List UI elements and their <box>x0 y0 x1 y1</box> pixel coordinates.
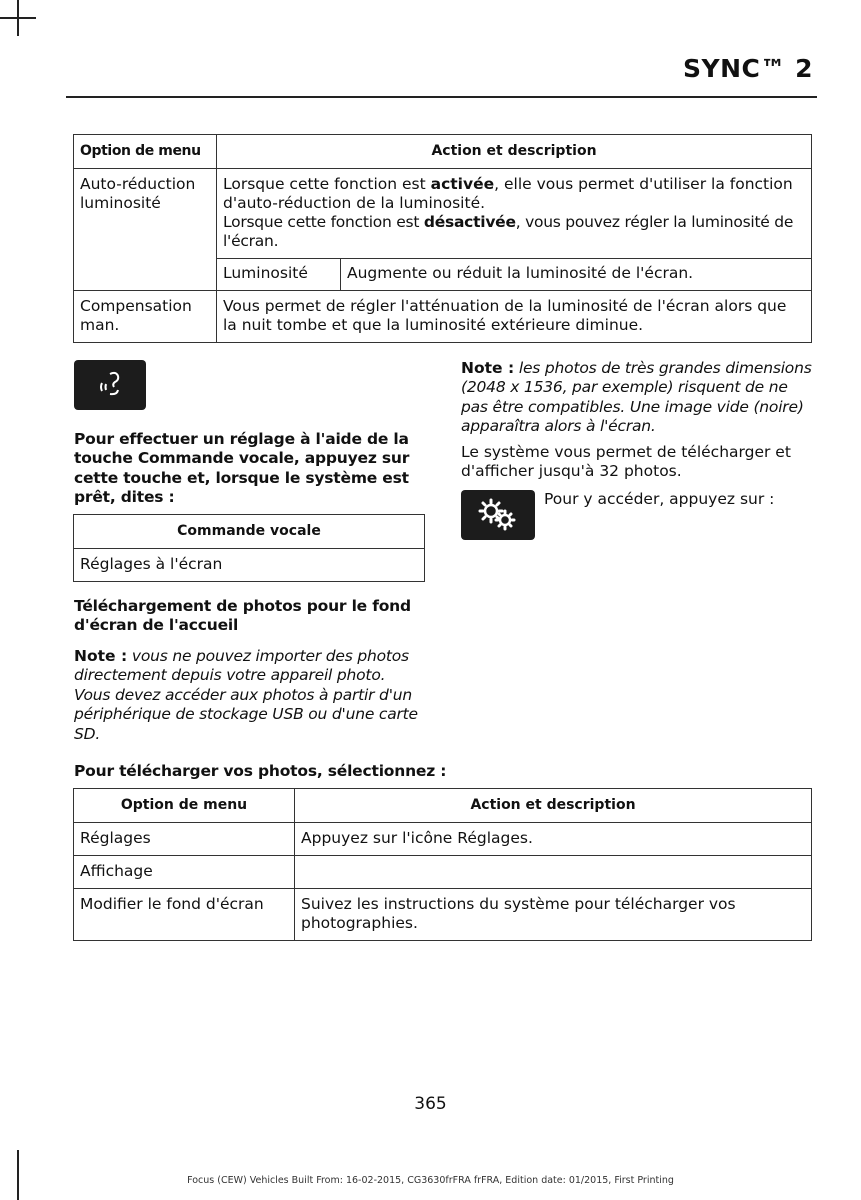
table-row <box>74 169 812 259</box>
voice-command-icon <box>74 360 146 410</box>
table-row <box>74 823 812 856</box>
display-settings-table <box>73 134 812 343</box>
description-cell: Appuyez sur l'icône Réglages. <box>295 823 812 856</box>
description-paragraph: Lorsque cette fonction est désactivée, vous pouvez régler la luminosité de l'écran. <box>223 213 794 250</box>
table-row <box>74 291 812 343</box>
table-header-row <box>74 789 812 823</box>
section-heading: Téléchargement de photos pour le fond d'écran de l'accueil <box>74 597 411 635</box>
description-cell: Suivez les instructions du système pour télécharger vos photographies. <box>295 889 812 941</box>
option-cell: Réglages <box>74 823 295 856</box>
sub-option-cell: Luminosité <box>217 259 341 291</box>
column-header-action: Action et description <box>217 135 812 169</box>
crop-mark-top-left-horizontal <box>0 17 36 19</box>
column-header-option: Option de menu <box>74 135 217 169</box>
note-text: vous ne pouvez importer des photos directement depuis votre appareil photo. Vous devez accéder aux photos à partir d'un périphérique de stockage USB ou d'une carte SD. <box>74 647 418 743</box>
description-paragraph: Lorsque cette fonction est activée, elle vous permet d'utiliser la fonction d'auto-réduction de la luminosité. <box>223 175 793 212</box>
table-header-row <box>74 515 425 549</box>
column-header-option: Option de menu <box>74 789 295 823</box>
table-row <box>74 889 812 941</box>
note-label: Note : <box>461 359 515 377</box>
voice-instruction: Pour effectuer un réglage à l'aide de la touche Commande vocale, appuyez sur cette touche et, lorsque le système est prêt, dites : <box>74 430 410 507</box>
column-header-voice-command: Commande vocale <box>74 515 425 549</box>
description-cell <box>217 169 812 259</box>
voice-command-table <box>73 514 425 582</box>
note-right <box>461 359 813 437</box>
option-cell: Affichage <box>74 856 295 889</box>
option-cell: Compensation man. <box>74 291 217 343</box>
download-heading: Pour télécharger vos photos, sélectionnez : <box>74 762 447 780</box>
page-title: SYNC™ 2 <box>683 54 813 83</box>
option-cell: Modifier le fond d'écran <box>74 889 295 941</box>
table-header-row <box>74 135 812 169</box>
header-divider <box>66 96 817 98</box>
sub-description-cell: Augmente ou réduit la luminosité de l'écran. <box>341 259 812 291</box>
download-photos-table <box>73 788 812 941</box>
option-cell: Auto-réduction luminosité <box>74 169 217 291</box>
table-row <box>74 549 425 582</box>
table-row <box>74 856 812 889</box>
column-header-action: Action et description <box>295 789 812 823</box>
voice-command-cell: Réglages à l'écran <box>74 549 425 582</box>
note-text: les photos de très grandes dimensions (2048 x 1536, par exemple) risquent de ne pas être compatibles. Une image vide (noire) apparaîtra alors à l'écran. <box>461 359 812 436</box>
settings-gears-icon <box>461 490 535 540</box>
note-left <box>74 647 426 744</box>
description-cell <box>295 856 812 889</box>
access-instruction: Pour y accéder, appuyez sur : <box>544 490 775 508</box>
footer-text: Focus (CEW) Vehicles Built From: 16-02-2015, CG3630frFRA frFRA, Edition date: 01/2015, First Printing <box>187 1175 674 1186</box>
description-cell: Vous permet de régler l'atténuation de la luminosité de l'écran alors que la nuit tombe et que la luminosité extérieure diminue. <box>217 291 812 343</box>
note-label: Note : <box>74 647 128 665</box>
photo-limit-paragraph: Le système vous permet de télécharger et d'afficher jusqu'à 32 photos. <box>461 443 791 481</box>
page-number: 365 <box>414 1094 447 1114</box>
